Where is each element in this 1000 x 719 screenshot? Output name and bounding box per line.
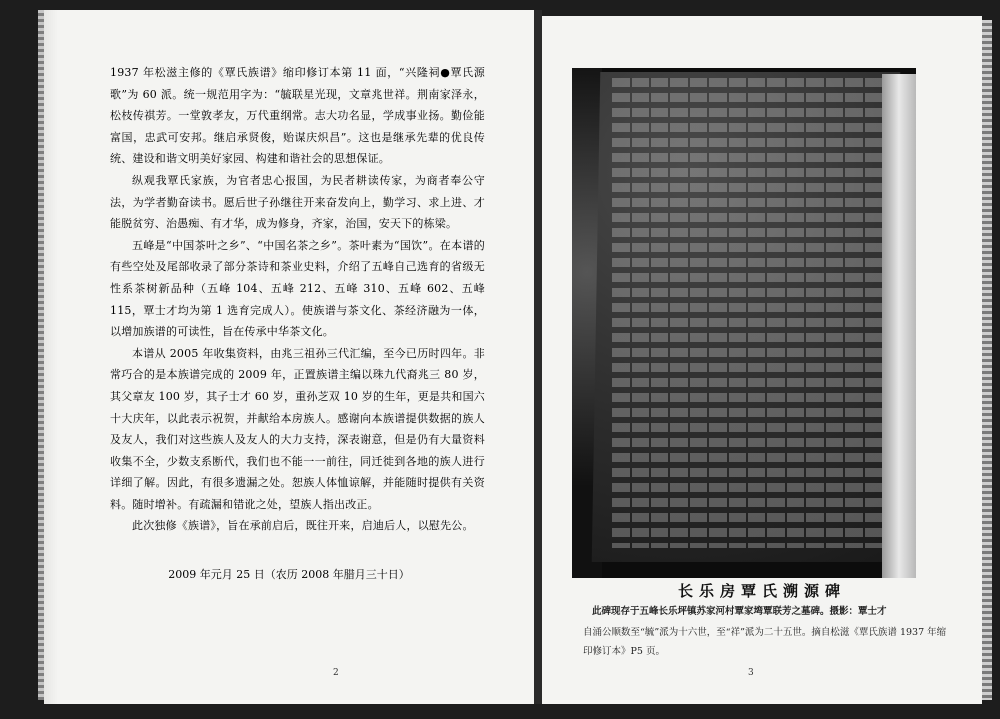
stele-photo (572, 68, 916, 578)
book-gutter (534, 10, 542, 704)
inscription-column (690, 78, 707, 548)
side-pillar (882, 74, 916, 578)
paragraph: 此次独修《族谱》，旨在承前启后，既往开来，启迪后人，以慰先公。 (132, 519, 474, 533)
inscription-column (748, 78, 765, 548)
photo-caption-line: 此碑现存于五峰长乐坪镇苏家河村覃家塆覃联芳之墓碑。摄影：覃士才 (592, 606, 887, 617)
inscription-column (865, 78, 882, 548)
paragraph: 本谱从 2005 年收集资料，由兆三祖孙三代汇编，至今已历时四年。非常巧合的是本族谱完成的 2009 年，正置族谱主编以珠九代裔兆三 80 岁，其父章友 100 岁，其子士才 60 岁，重孙芝双 10 岁的生年，更是共和国六十大庆年，以此表示祝贺，并献给本房族人。感谢向本族谱提供数据的族人及友人，我们对这些族人及友人的大力支持，深表谢意，但是仍有大量资料收集不全，少数支系断代，我们也不能一一前往，同迁徙到各地的族人进行详细了解。因此，有很多遗漏之处。恕族人体恤谅解，并能随时提供有关资料。随时增补。有疏漏和错讹之处，望族人指出改正。 (110, 346, 485, 511)
photo-caption-line: 自涌公顺数至“毓”派为十六世，至“祥”派为二十五世。摘自松滋《覃氏族谱 1937 年缩 (583, 627, 947, 638)
inscription-column (845, 78, 862, 548)
right-page-edge (982, 20, 992, 700)
paragraph: 1937 年松滋主修的《覃氏族谱》缩印修订本第 11 面，“兴隆祠●覃氏源歌”为 60 派。统一规范用字为：“毓联星光现，文章兆世祥。荆南家泽永，松枝传祺芳。一堂敦孝友，万代重纲常。志大功名显，学成事业扬。勤俭能富国，忠武可安邦。继启承贤俊，贻谋庆炽昌”。这也是继承先辈的优良传统、建设和谐文明美好家园、构建和谐社会的思想保证。 (110, 66, 485, 166)
inscription-column (670, 78, 687, 548)
page-number-left: 2 (333, 668, 339, 678)
inscription-column (787, 78, 804, 548)
paragraph: 纵观我覃氏家族，为官者忠心报国，为民者耕读传家，为商者奉公守法，为学者勤奋读书。愿后世子孙继往开来奋发向上，勤学习、求上进、才能脱贫穷、治愚痴、有才华，成为修身，齐家，治国，安天下的栋梁。 (110, 173, 485, 231)
photo-caption-line: 印修订本》P5 页。 (583, 646, 665, 657)
photo-caption-title: 长乐房覃氏溯源碑 (677, 582, 846, 600)
inscription-column (632, 78, 649, 548)
page-number-right: 3 (748, 668, 754, 678)
date-line: 2009 年元月 25 日（农历 2008 年腊月三十日） (168, 568, 410, 581)
inscription-column (767, 78, 784, 548)
paragraph: 五峰是“中国茶叶之乡”、“中国名茶之乡”。茶叶素为“国饮”。在本谱的有些空处及尾部收录了部分茶诗和茶业史料，介绍了五峰自己选育的省级无性系茶树新品种（五峰 104、五峰 212、五峰 310、五峰 602、五峰 115，覃士才均为第 1 选育完成人）。使族谱与茶文化、茶经济融为一体，以增加族谱的可读性，旨在传承中华茶文化。 (110, 238, 485, 339)
inscription-column (651, 78, 668, 548)
inscription-column (826, 78, 843, 548)
inscription-column (612, 78, 629, 548)
inscription-column (729, 78, 746, 548)
inscription-column (806, 78, 823, 548)
inscription-column (709, 78, 726, 548)
inscription-columns (612, 78, 882, 548)
left-page-body (110, 62, 485, 537)
page-edge-shadow (44, 10, 58, 704)
